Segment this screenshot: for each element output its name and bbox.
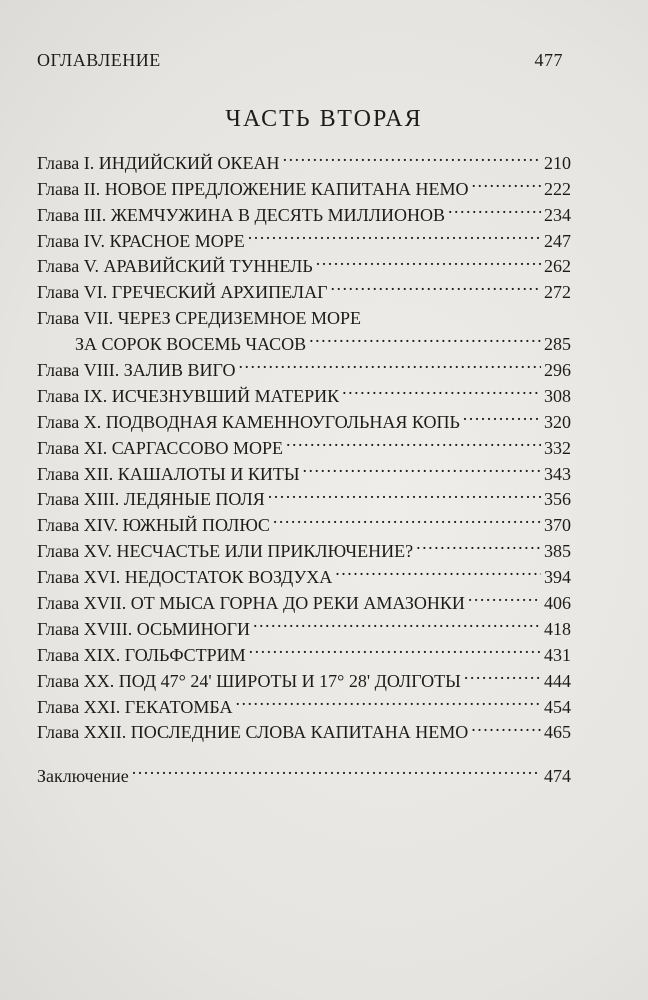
toc-entry-title: Глава IV. КРАСНОЕ МОРЕ <box>37 230 245 251</box>
toc-entry-title: Глава II. НОВОЕ ПРЕДЛОЖЕНИЕ КАПИТАНА НЕМО <box>37 178 469 199</box>
toc-entry-page: 385 <box>544 541 571 562</box>
toc-leader-dots <box>253 609 541 635</box>
toc-leader-dots <box>331 272 542 298</box>
toc-entry-title: Глава XIV. ЮЖНЫЙ ПОЛЮС <box>37 515 270 536</box>
toc-entry-title: Глава XVIII. ОСЬМИНОГИ <box>37 618 251 639</box>
toc-entry-title: Глава X. ПОДВОДНАЯ КАМЕННОУГОЛЬНАЯ КОПЬ <box>37 411 460 432</box>
toc-leader-dots <box>132 756 541 782</box>
toc-entry-page: 356 <box>544 489 571 510</box>
toc-entry-title: Глава XVI. НЕДОСТАТОК ВОЗДУХА <box>37 567 333 588</box>
part-title: ЧАСТЬ ВТОРАЯ <box>225 106 423 132</box>
toc-entry-title: Глава XV. НЕСЧАСТЬЕ ИЛИ ПРИКЛЮЧЕНИЕ? <box>37 541 414 562</box>
toc-entry-title: Глава XI. САРГАССОВО МОРЕ <box>37 437 283 458</box>
toc-entry-page: 285 <box>544 334 571 355</box>
toc-entry-page: 444 <box>544 670 571 691</box>
toc-leader-dots <box>335 557 541 583</box>
toc-leader-dots <box>273 505 541 531</box>
toc-leader-dots <box>472 169 541 195</box>
toc-entry-title: Заключение <box>37 766 129 787</box>
running-head-page-number: 477 <box>534 50 563 70</box>
toc-entry-page: 343 <box>544 463 571 484</box>
toc-entry-page: 394 <box>544 567 571 588</box>
running-head <box>37 50 563 74</box>
toc-entry-page: 320 <box>544 411 571 432</box>
toc-leader-dots <box>286 428 541 454</box>
toc-entry-title: Глава I. ИНДИЙСКИЙ ОКЕАН <box>37 152 280 173</box>
toc-leader-dots <box>309 324 541 350</box>
toc-leader-dots <box>235 687 541 713</box>
toc-entry-title: Глава XX. ПОД 47° 24' ШИРОТЫ И 17° 28' ДОЛГОТЫ <box>37 670 461 691</box>
toc-entry-title: Глава V. АРАВИЙСКИЙ ТУННЕЛЬ <box>37 256 313 277</box>
toc-entry-page: 370 <box>544 515 571 536</box>
toc-entry-title: Глава XXI. ГЕКАТОМБА <box>37 696 233 717</box>
toc-leader-dots <box>249 635 541 661</box>
toc-leader-dots <box>463 402 541 428</box>
toc-entry-title: ЗА СОРОК ВОСЕМЬ ЧАСОВ <box>75 334 307 355</box>
toc-leader-dots <box>448 195 541 221</box>
toc-leader-dots <box>303 454 541 480</box>
toc-entry-title: Глава IX. ИСЧЕЗНУВШИЙ МАТЕРИК <box>37 385 340 406</box>
toc-entry-title: Глава XIII. ЛЕДЯНЫЕ ПОЛЯ <box>37 489 265 510</box>
toc-entry-title: Глава XIX. ГОЛЬФСТРИМ <box>37 644 246 665</box>
toc-entry-page: 418 <box>544 618 571 639</box>
toc-leader-dots <box>468 583 541 609</box>
toc-entry-page: 465 <box>544 722 571 743</box>
toc-entry-page: 431 <box>544 644 571 665</box>
toc-leader-dots <box>464 661 541 687</box>
toc-entry-title: Глава VI. ГРЕЧЕСКИЙ АРХИПЕЛАГ <box>37 282 328 303</box>
toc-entry-conclusion[interactable] <box>37 756 571 787</box>
toc-leader-dots <box>342 376 541 402</box>
table-of-contents <box>37 143 571 787</box>
toc-entry-title: Глава III. ЖЕМЧУЖИНА В ДЕСЯТЬ МИЛЛИОНОВ <box>37 204 445 225</box>
running-head-section: ОГЛАВЛЕНИЕ <box>37 50 161 70</box>
toc-entry-page: 262 <box>544 256 571 277</box>
toc-entry-page: 272 <box>544 282 571 303</box>
toc-leader-dots <box>283 143 541 169</box>
toc-entry-page: 247 <box>544 230 571 251</box>
toc-entry-title: Глава XII. КАШАЛОТЫ И КИТЫ <box>37 463 300 484</box>
toc-leader-dots <box>471 713 541 739</box>
toc-entry-page: 474 <box>544 766 571 787</box>
toc-entry-page: 308 <box>544 385 571 406</box>
toc-entry-page: 406 <box>544 593 571 614</box>
toc-entry-page: 454 <box>544 696 571 717</box>
toc-leader-dots <box>238 350 541 376</box>
toc-entry[interactable] <box>37 143 571 173</box>
toc-leader-dots <box>416 531 541 557</box>
toc-entry-title: Глава XXII. ПОСЛЕДНИЕ СЛОВА КАПИТАНА НЕМО <box>37 722 469 743</box>
toc-entry-page: 296 <box>544 360 571 381</box>
toc-entry-title: Глава XVII. ОТ МЫСА ГОРНА ДО РЕКИ АМАЗОНКИ <box>37 593 465 614</box>
toc-entry-page: 222 <box>544 178 571 199</box>
toc-entry-title: Глава VIII. ЗАЛИВ ВИГО <box>37 360 236 381</box>
toc-leader-dots <box>316 247 541 273</box>
toc-entry-page: 332 <box>544 437 571 458</box>
toc-leader-dots <box>268 480 541 506</box>
toc-entry-title: Глава VII. ЧЕРЕЗ СРЕДИЗЕМНОЕ МОРЕ <box>37 308 362 329</box>
toc-leader-dots <box>248 221 541 247</box>
toc-entry-page: 210 <box>544 152 571 173</box>
toc-entry-page: 234 <box>544 204 571 225</box>
